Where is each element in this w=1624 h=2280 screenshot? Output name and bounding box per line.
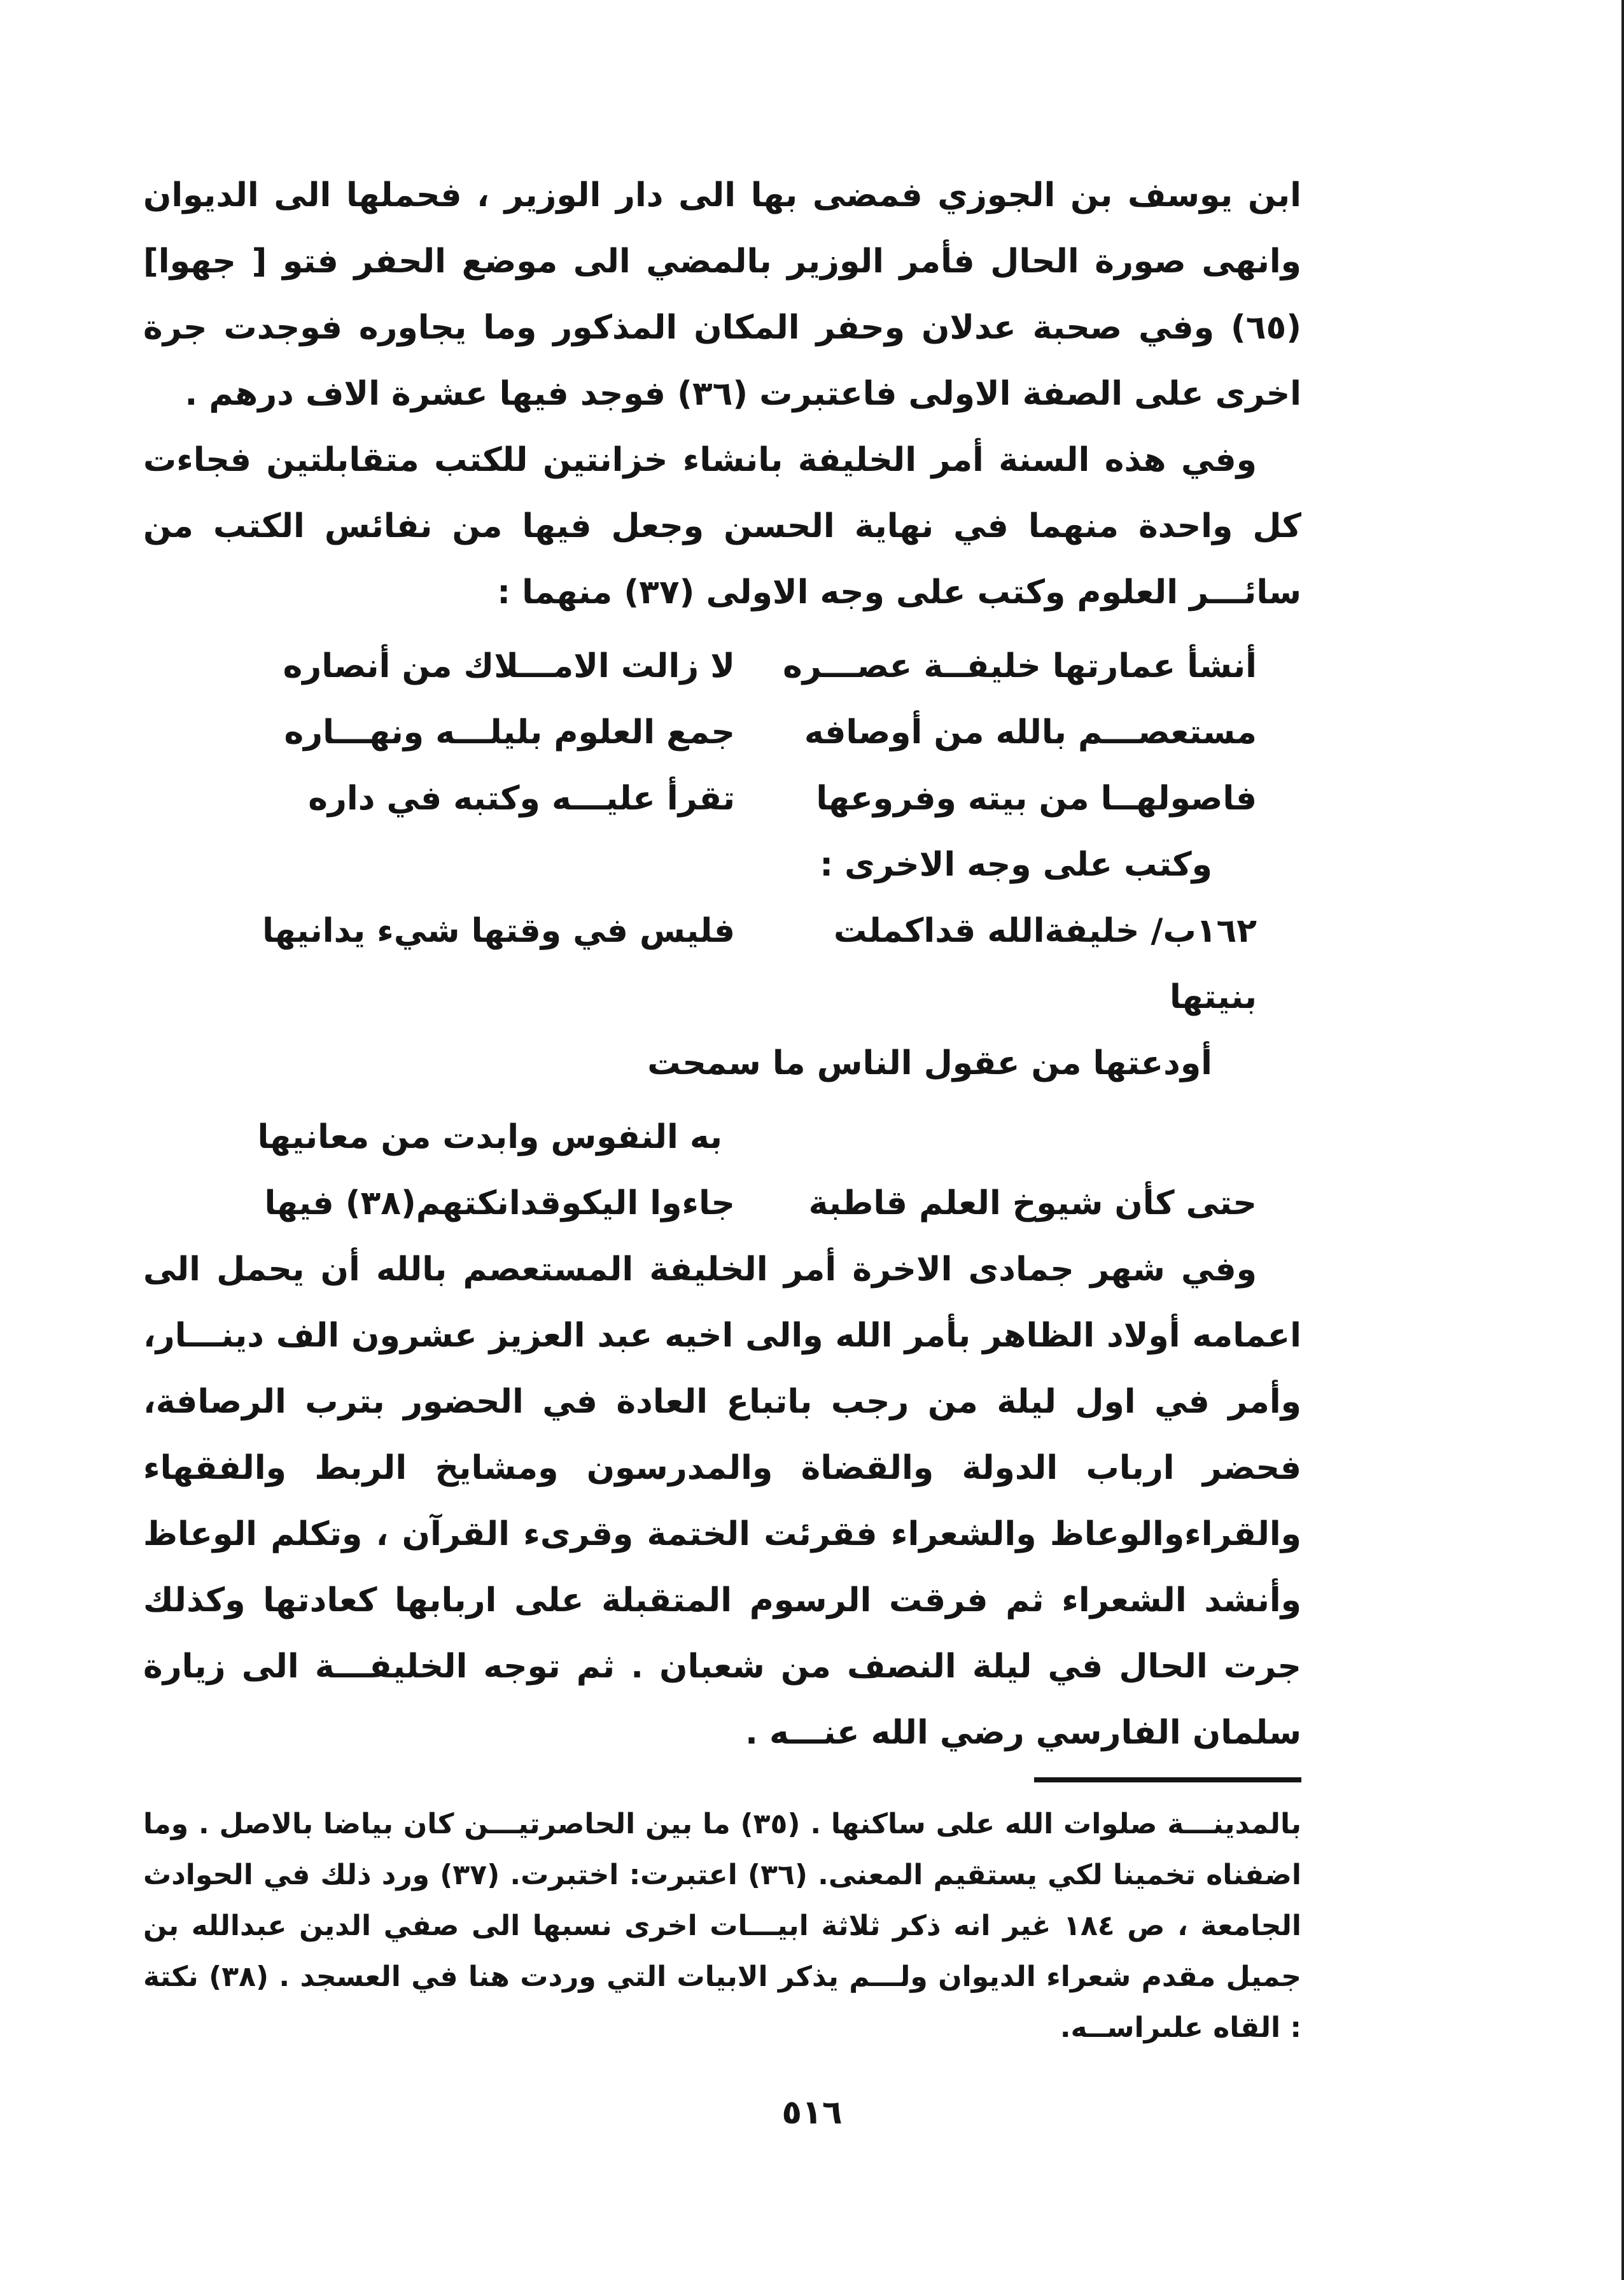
paragraph-3 xyxy=(143,1236,1301,1766)
footnotes: بالمدينـــة صلوات الله على ساكنها . (٣٥) ما بين الحاصرتيـــن كان بياضا بالاصل . وما اضفناه تخمينا لكي يستقيم المعنى. (٣٦) اعتبرت: اختبرت. (٣٧) ورد ذلك في الحوادث الجامعة ، ص ١٨٤ غير انه ذكر ثلاثة ابيـــات اخرى نسبها الى صفي الدين عبدالله بن جميل مقدم شعراء الديوان ولـــم يذكر الابيات التي وردت هنا في العسجد . (٣٨) نكتة : القاه علىراســه. xyxy=(143,1808,1301,2044)
verse-enjambed-continuation: به النفوس وابدت من معانيها xyxy=(257,1118,722,1156)
paragraph-2 xyxy=(143,427,1301,626)
verse-hemistich-first: مستعصـــم بالله من أوصافه xyxy=(804,713,1257,752)
paragraph-1 xyxy=(143,162,1301,427)
verse-hemistich-first: ١٦٢ب/ خليفةالله قداكملت بنيتها xyxy=(834,912,1257,1016)
footnote-separator xyxy=(1034,1777,1301,1782)
verse-line xyxy=(143,766,1301,832)
paragraph-2-text: وفي هذه السنة أمر الخليفة بانشاء خزانتين للكتب متقابلتين فجاءت كل واحدة منهما في نهاية الحسن وجعل فيها من نفائس الكتب من سائـــر العلوم وكتب على وجه الاولى (٣٧) منهما : xyxy=(143,441,1301,612)
verse-hemistich-second: فليس في وقتها شيء يدانيها xyxy=(262,912,735,950)
verse-line xyxy=(143,1170,1301,1236)
second-inscription-heading: وكتب على وجه الاخرى : xyxy=(820,846,1212,884)
page-edge-shadow xyxy=(1621,0,1624,2280)
verse-line xyxy=(143,633,1301,699)
paragraph-1-text: ابن يوسف بن الجوزي فمضى بها الى دار الوزير ، فحملها الى الديوان وانهى صورة الحال فأمر الوزير بالمضي الى موضع الحفر فتو [ جهوا] (٦٥) وفي صحبة عدلان وحفر المكان المذكور وما يجاوره فوجدت جرة اخرى على الصفة الاولى فاعتبرت (٣٦) فوجد فيها عشرة الاف درهم . xyxy=(143,176,1301,413)
verse-hemistich-second: جاءوا اليكوقدانكتهم(٣٨) فيها xyxy=(264,1184,735,1222)
verse-line xyxy=(143,699,1301,766)
verse-line xyxy=(143,898,1301,1030)
verse-hemistich-second: تقرأ عليـــه وكتبه في داره xyxy=(308,780,735,818)
page-number: ٥١٦ xyxy=(781,2094,843,2132)
verse-hemistich-first: حتى كأن شيوخ العلم قاطبة xyxy=(808,1184,1257,1222)
verse-enjambed-line: أودعتها من عقول الناس ما سمحت xyxy=(647,1044,1212,1082)
verse-hemistich-first: أنشأ عمارتها خليفــة عصـــره xyxy=(783,647,1257,685)
paragraph-3-text: وفي شهر جمادى الاخرة أمر الخليفة المستعصم بالله أن يحمل الى اعمامه أولاد الظاهر بأمر الله والى اخيه عبد العزيز عشرون الف دينـــار، وأمر في اول ليلة من رجب باتباع العادة في الحضور بترب الرصافة، فحضر ارباب الدولة والقضاة والمدرسون ومشايخ الربط والفقهاء والقراءوالوعاظ والشعراء فقرئت الختمة وقرىء القرآن ، وتكلم الوعاظ وأنشد الشعراء ثم فرقت الرسوم المتقبلة على اربابها كعادتها وكذلك جرت الحال في ليلة النصف من شعبان . ثم توجه الخليفـــة الى زيارة سلمان الفارسي رضي الله عنـــه . xyxy=(143,1250,1301,1752)
spacer xyxy=(143,1096,1301,1104)
book-page xyxy=(143,162,1301,2053)
verse-hemistich-second: لا زالت الامـــلاك من أنصاره xyxy=(283,647,735,685)
verse-hemistich-first: فاصولهــا من بيته وفروعها xyxy=(816,780,1257,818)
spacer xyxy=(143,626,1301,633)
verse-hemistich-second: جمع العلوم بليلـــه ونهـــاره xyxy=(284,713,735,752)
